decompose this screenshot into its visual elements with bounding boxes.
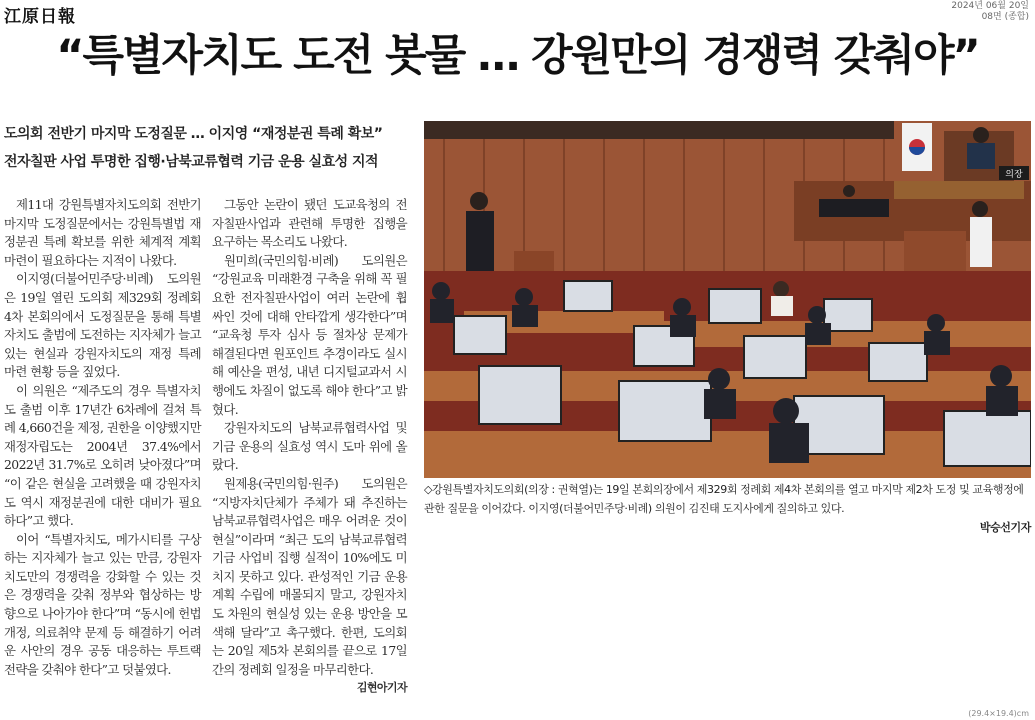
- article-headline: “특별자치도 도전 봇물 … 강원만의 경쟁력 갖춰야”: [56, 31, 979, 81]
- photo-caption: [424, 480, 1031, 537]
- paragraph: 이 의원은 “제주도의 경우 특별자치도 출범 이후 17년간 6차례에 걸쳐 특례 4,660건을 제정, 권한을 이양했지만 재정자립도는 2004년 37.4%에서 2022년 31.7%로 오히려 낮아졌다”며 “이 같은 현실을 고려했을 때 강원자치도 역시 재정분권에 대한 대비가 필요하다”고 했다.: [4, 382, 201, 529]
- photo-speaker-woman: [970, 217, 992, 267]
- caption-text: ◇강원특별자치도의회(의장 : 권혁열)는 19일 본회의장에서 제329회 정례회 제4차 본회의를 열고 마지막 제2차 도정 및 교육행정에 관한 질문을 이어갔다. 이지영(더불어민주당·비례) 의원이 김진태 도지사에게 질의하고 있다.: [424, 483, 1024, 515]
- paragraph: 제11대 강원특별자치도의회 전반기 마지막 도정질문에서는 강원특별법 재정분권 특례 확보를 위한 체계적 계획 마련이 필요하다는 지적이 나왔다.: [4, 197, 201, 268]
- assembly-session-photo: [424, 121, 1031, 478]
- clipping-size: (29.4×19.4)cm: [968, 709, 1029, 718]
- photo-presiding-person: [973, 127, 989, 143]
- paragraph: 이지영(더불어민주당·비례) 도의원은 19일 열린 도의회 제329회 정례회 4차 본회의에서 도정질문을 통해 특별자치도 출범에 도전하는 지자체가 늘고 있는 현실과 강원자치도의 재정 특례 마련 현황 등을 짚었다.: [4, 271, 201, 380]
- issue-info: [951, 1, 1029, 23]
- paragraph: 원미희(국민의힘·비례) 도의원은 “강원교육 미래환경 구축을 위해 꼭 필요한 전자칠판사업이 여러 논란에 휩싸인 것에 대해 안타깝게 생각한다”며 “교육청 투자 심사 등 절차상 문제가 해결된다면 원포인트 추경이라도 실시해 예산을 편성, 내년 디지털교과서 시행에도 차질이 없도록 해야 한다”고 밝혔다.: [212, 252, 407, 417]
- photo-illustration: [424, 121, 1031, 478]
- article-subhead-2: 전자칠판 사업 투명한 집행·남북교류협력 기금 운용 실효성 지적: [4, 154, 379, 170]
- paragraph: 그동안 논란이 됐던 도교육청의 전자칠판사업과 관련해 투명한 집행을 요구하는 목소리도 나왔다.: [212, 197, 407, 250]
- issue-date: 2024년 06월 20일: [951, 1, 1029, 11]
- photographer-credit: 박승선기자: [979, 521, 1031, 534]
- article-column-2: [212, 196, 407, 698]
- paragraph: 이어 “특별자치도, 메가시티를 구상하는 지자체가 늘고 있는 만큼, 강원자치도만의 경쟁력을 강화할 수 있는 것은 경쟁력을 갖춰 정부와 협상하는 방향으로 나아가야 한다”며 “동시에 헌법개정, 의료취약 문제 등 해결하기 어려운 사안의 경우 공동 대응하는 투트랙 전략을 갖춰야 한다”고 덧붙였다.: [4, 531, 201, 677]
- paragraph: 강원자치도의 남북교류협력사업 및 기금 운용의 실효성 역시 도마 위에 올랐다.: [212, 420, 407, 473]
- article-subhead-1: 도의회 전반기 마지막 도정질문 … 이지영 “재정분권 특례 확보”: [4, 126, 383, 142]
- newspaper-masthead: 江原日報: [4, 7, 76, 27]
- photo-monitors: [819, 199, 889, 217]
- photo-screen-strip: [424, 121, 894, 139]
- photo-lectern: [904, 231, 966, 271]
- article-column-1: [4, 196, 201, 679]
- photo-placard-text: 의장: [1005, 170, 1023, 180]
- paragraph: 원제용(국민의힘·원주) 도의원은 “지방자치단체가 주체가 돼 추진하는 남북교류협력사업은 매우 어려운 것이 현실”이라며 “최근 도의 남북교류협력기금 사업비 집행 실적이 10%에도 미치지 못하고 있다. 관성적인 기금 운용계획 수립에 매몰되지 말고, 강원자치도 차원의 현실성 있는 운용 방안을 모색해 달라”고 촉구했다. 한편, 도의회는 20일 제5차 본회의를 끝으로 17일간의 정례회 일정을 마무리한다.: [212, 475, 407, 677]
- reporter-byline: 김현아기자: [356, 681, 407, 695]
- issue-page: 08면 (종합): [981, 12, 1029, 22]
